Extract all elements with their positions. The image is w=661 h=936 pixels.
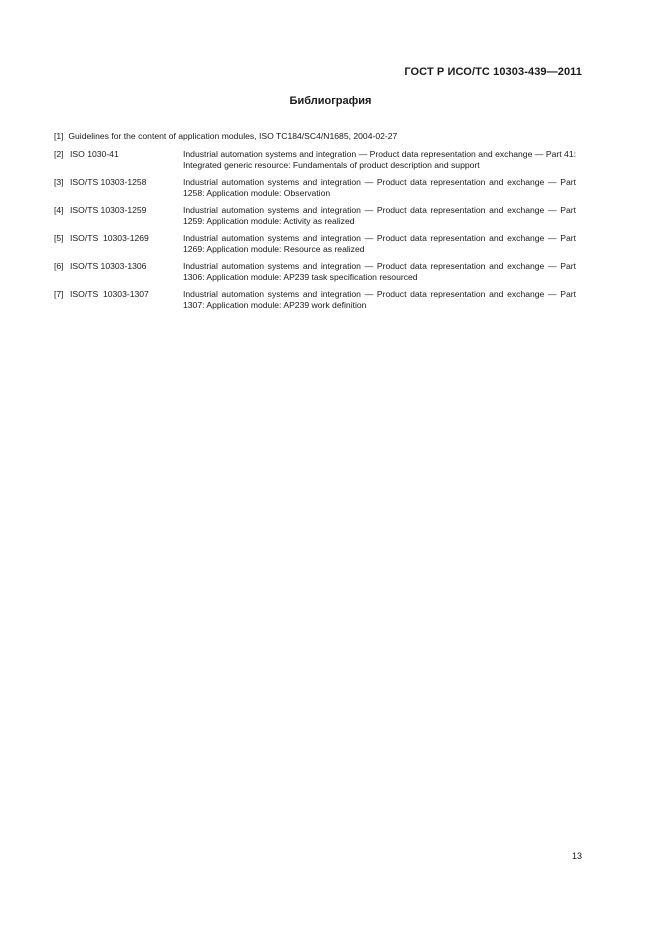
bibliography-entry-2 xyxy=(54,149,576,171)
entry-number: [1] xyxy=(54,131,64,141)
page-number: 13 xyxy=(571,851,582,861)
entry-number: [4] xyxy=(54,205,64,215)
entry-number: [3] xyxy=(54,177,64,187)
bibliography-entry-7 xyxy=(54,289,576,311)
entry-standard-code: ISO/TS 10303-1258 xyxy=(70,177,147,187)
bibliography-entry-3 xyxy=(54,177,576,199)
entry-text: Industrial automation systems and integration — Product data representation and exchange — Part 1258: Application module: Observation xyxy=(183,177,576,198)
bibliography-entry-1 xyxy=(54,131,397,142)
entry-number: [6] xyxy=(54,261,64,271)
entry-number: [7] xyxy=(54,289,64,299)
entry-standard-code: ISO/TS 10303-1306 xyxy=(70,261,147,271)
entry-text: Industrial automation systems and integration — Product data representation and exchange — Part 41: Integrated generic resource: Fundamentals of product description and support xyxy=(183,149,576,170)
bibliography-entry-5 xyxy=(54,233,576,255)
entry-standard-code: ISO/TS 10303-1269 xyxy=(70,233,149,243)
bibliography-title: Библиография xyxy=(289,95,372,107)
entry-text: Industrial automation systems and integration — Product data representation and exchange — Part 1269: Application module: Resource as realized xyxy=(183,233,576,254)
entry-standard-code: ISO/TS 10303-1307 xyxy=(70,289,149,299)
entry-text: Industrial automation systems and integration — Product data representation and exchange — Part 1259: Application module: Activity as realized xyxy=(183,205,576,226)
entry-text: Industrial automation systems and integration — Product data representation and exchange — Part 1307: Application module: AP239 work definition xyxy=(183,289,576,310)
bibliography-entry-6 xyxy=(54,261,576,283)
entry-text: Guidelines for the content of application modules, ISO TC184/SC4/N1685, 2004-02-27 xyxy=(68,131,398,141)
entry-standard-code: ISO/TS 10303-1259 xyxy=(70,205,147,215)
entry-number: [5] xyxy=(54,233,64,243)
document-code-header: ГОСТ Р ИСО/ТС 10303-439—2011 xyxy=(404,66,582,78)
entry-standard-code: ISO 1030-41 xyxy=(70,149,119,159)
bibliography-entry-4 xyxy=(54,205,576,227)
entry-number: [2] xyxy=(54,149,64,159)
bibliography-list xyxy=(54,149,576,317)
entry-text: Industrial automation systems and integration — Product data representation and exchange — Part 1306: Application module: AP239 task specification resourced xyxy=(183,261,576,282)
